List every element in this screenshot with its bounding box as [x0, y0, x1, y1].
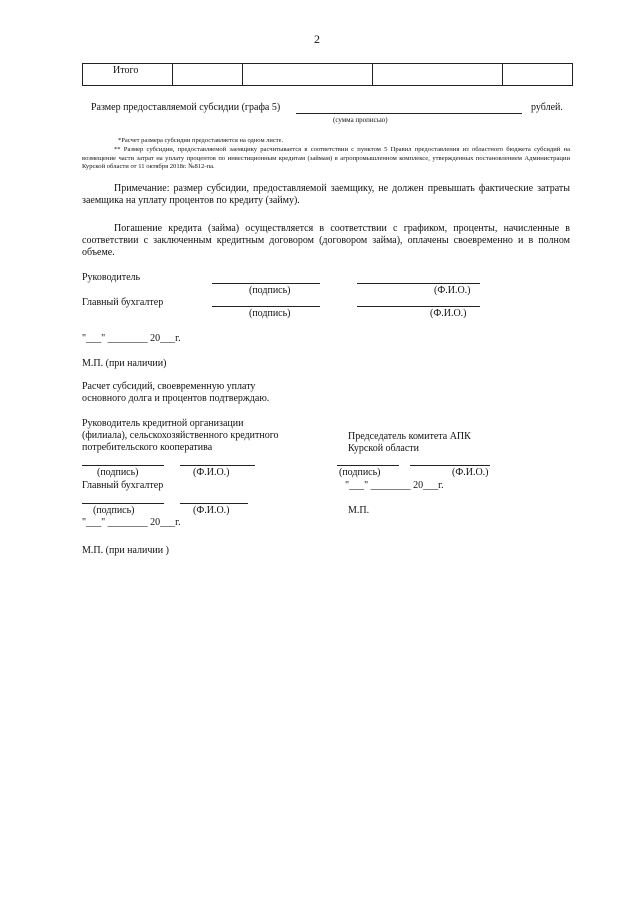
- accountant-name-caption: (Ф.И.О.): [430, 308, 467, 319]
- head-signature-line: [212, 283, 320, 284]
- credit-org-line-2: (филиала), сельскохозяйственного кредитного: [82, 430, 279, 441]
- chief-accountant-label: Главный бухгалтер: [82, 297, 164, 308]
- stamp-label: М.П. (при наличии): [82, 358, 167, 369]
- confirmation-line-2: основного долга и процентов подтверждаю.: [82, 393, 270, 404]
- total-label: Итого: [83, 64, 173, 86]
- committee-signature-caption: (подпись): [339, 467, 381, 478]
- table-cell: [243, 64, 373, 86]
- footnote-2: ** Размер субсидии, предоставляемой заемщику расчитывается в соответствии с пунктом 5 Правил предоставления из областного бюджета субсидий на возмещение части затрат на уплату процентов по инвестиционным кредитам (займам) в агропромышленном комплексе, утвержденных постановлением Администрации Курской области от 11 октября 2018г. №812-па.: [82, 146, 570, 171]
- accountant-signature-line: [212, 306, 320, 307]
- accountant-signature-caption: (подпись): [249, 308, 291, 319]
- head-signature-caption: (подпись): [249, 285, 291, 296]
- footnote-1: *Расчет размера субсидии предоставляется на одном листе.: [118, 137, 284, 144]
- committee-name-caption: (Ф.И.О.): [452, 467, 489, 478]
- committee-line-2: Курской области: [348, 443, 419, 454]
- committee-date-line: "___" ________ 20___г.: [345, 480, 444, 491]
- credit-org-date-line: "___" ________ 20___г.: [82, 517, 181, 528]
- credit-org-accountant-name-caption: (Ф.И.О.): [193, 505, 230, 516]
- credit-org-accountant-name-line: [180, 503, 248, 504]
- head-name-line: [357, 283, 480, 284]
- subsidy-currency: рублей.: [531, 102, 563, 113]
- head-name-caption: (Ф.И.О.): [434, 285, 471, 296]
- committee-line-1: Председатель комитета АПК: [348, 431, 471, 442]
- amount-in-words-caption: (сумма прописью): [333, 116, 388, 124]
- credit-org-line-3: потребительского кооператива: [82, 442, 213, 453]
- subsidy-label: Размер предоставляемой субсидии (графа 5): [91, 102, 281, 113]
- credit-org-name-caption: (Ф.И.О.): [193, 467, 230, 478]
- credit-org-stamp: М.П. (при наличии ): [82, 545, 169, 556]
- committee-stamp: М.П.: [348, 505, 370, 516]
- credit-org-line-1: Руководитель кредитной организации: [82, 418, 244, 429]
- credit-org-signature-line: [82, 465, 164, 466]
- remark-paragraph: Примечание: размер субсидии, предоставляемой заемщику, не должен превышать фактические затраты заемщика на уплату процентов по кредиту (займу).: [82, 183, 570, 206]
- head-label: Руководитель: [82, 272, 141, 283]
- repayment-paragraph: Погашение кредита (займа) осуществляется в соответствии с графиком, проценты, начисленные в соответствии с заключенным кредитным договором (договором займа), оплачены своевременно и в полном объеме.: [82, 223, 570, 258]
- table-cell: [173, 64, 243, 86]
- committee-name-line: [410, 465, 490, 466]
- credit-org-name-line: [180, 465, 255, 466]
- totals-table: [82, 63, 573, 86]
- table-cell: [503, 64, 573, 86]
- table-row: [83, 64, 573, 86]
- credit-org-chief-accountant-label: Главный бухгалтер: [82, 480, 164, 491]
- date-line: "___" ________ 20___г.: [82, 333, 181, 344]
- confirmation-line-1: Расчет субсидий, своевременную уплату: [82, 381, 256, 392]
- page-number: 2: [314, 32, 320, 46]
- credit-org-signature-caption: (подпись): [97, 467, 139, 478]
- credit-org-accountant-signature-caption: (подпись): [93, 505, 135, 516]
- accountant-name-line: [357, 306, 480, 307]
- subsidy-amount-line: [296, 113, 522, 114]
- committee-signature-line: [337, 465, 399, 466]
- table-cell: [373, 64, 503, 86]
- credit-org-accountant-signature-line: [82, 503, 164, 504]
